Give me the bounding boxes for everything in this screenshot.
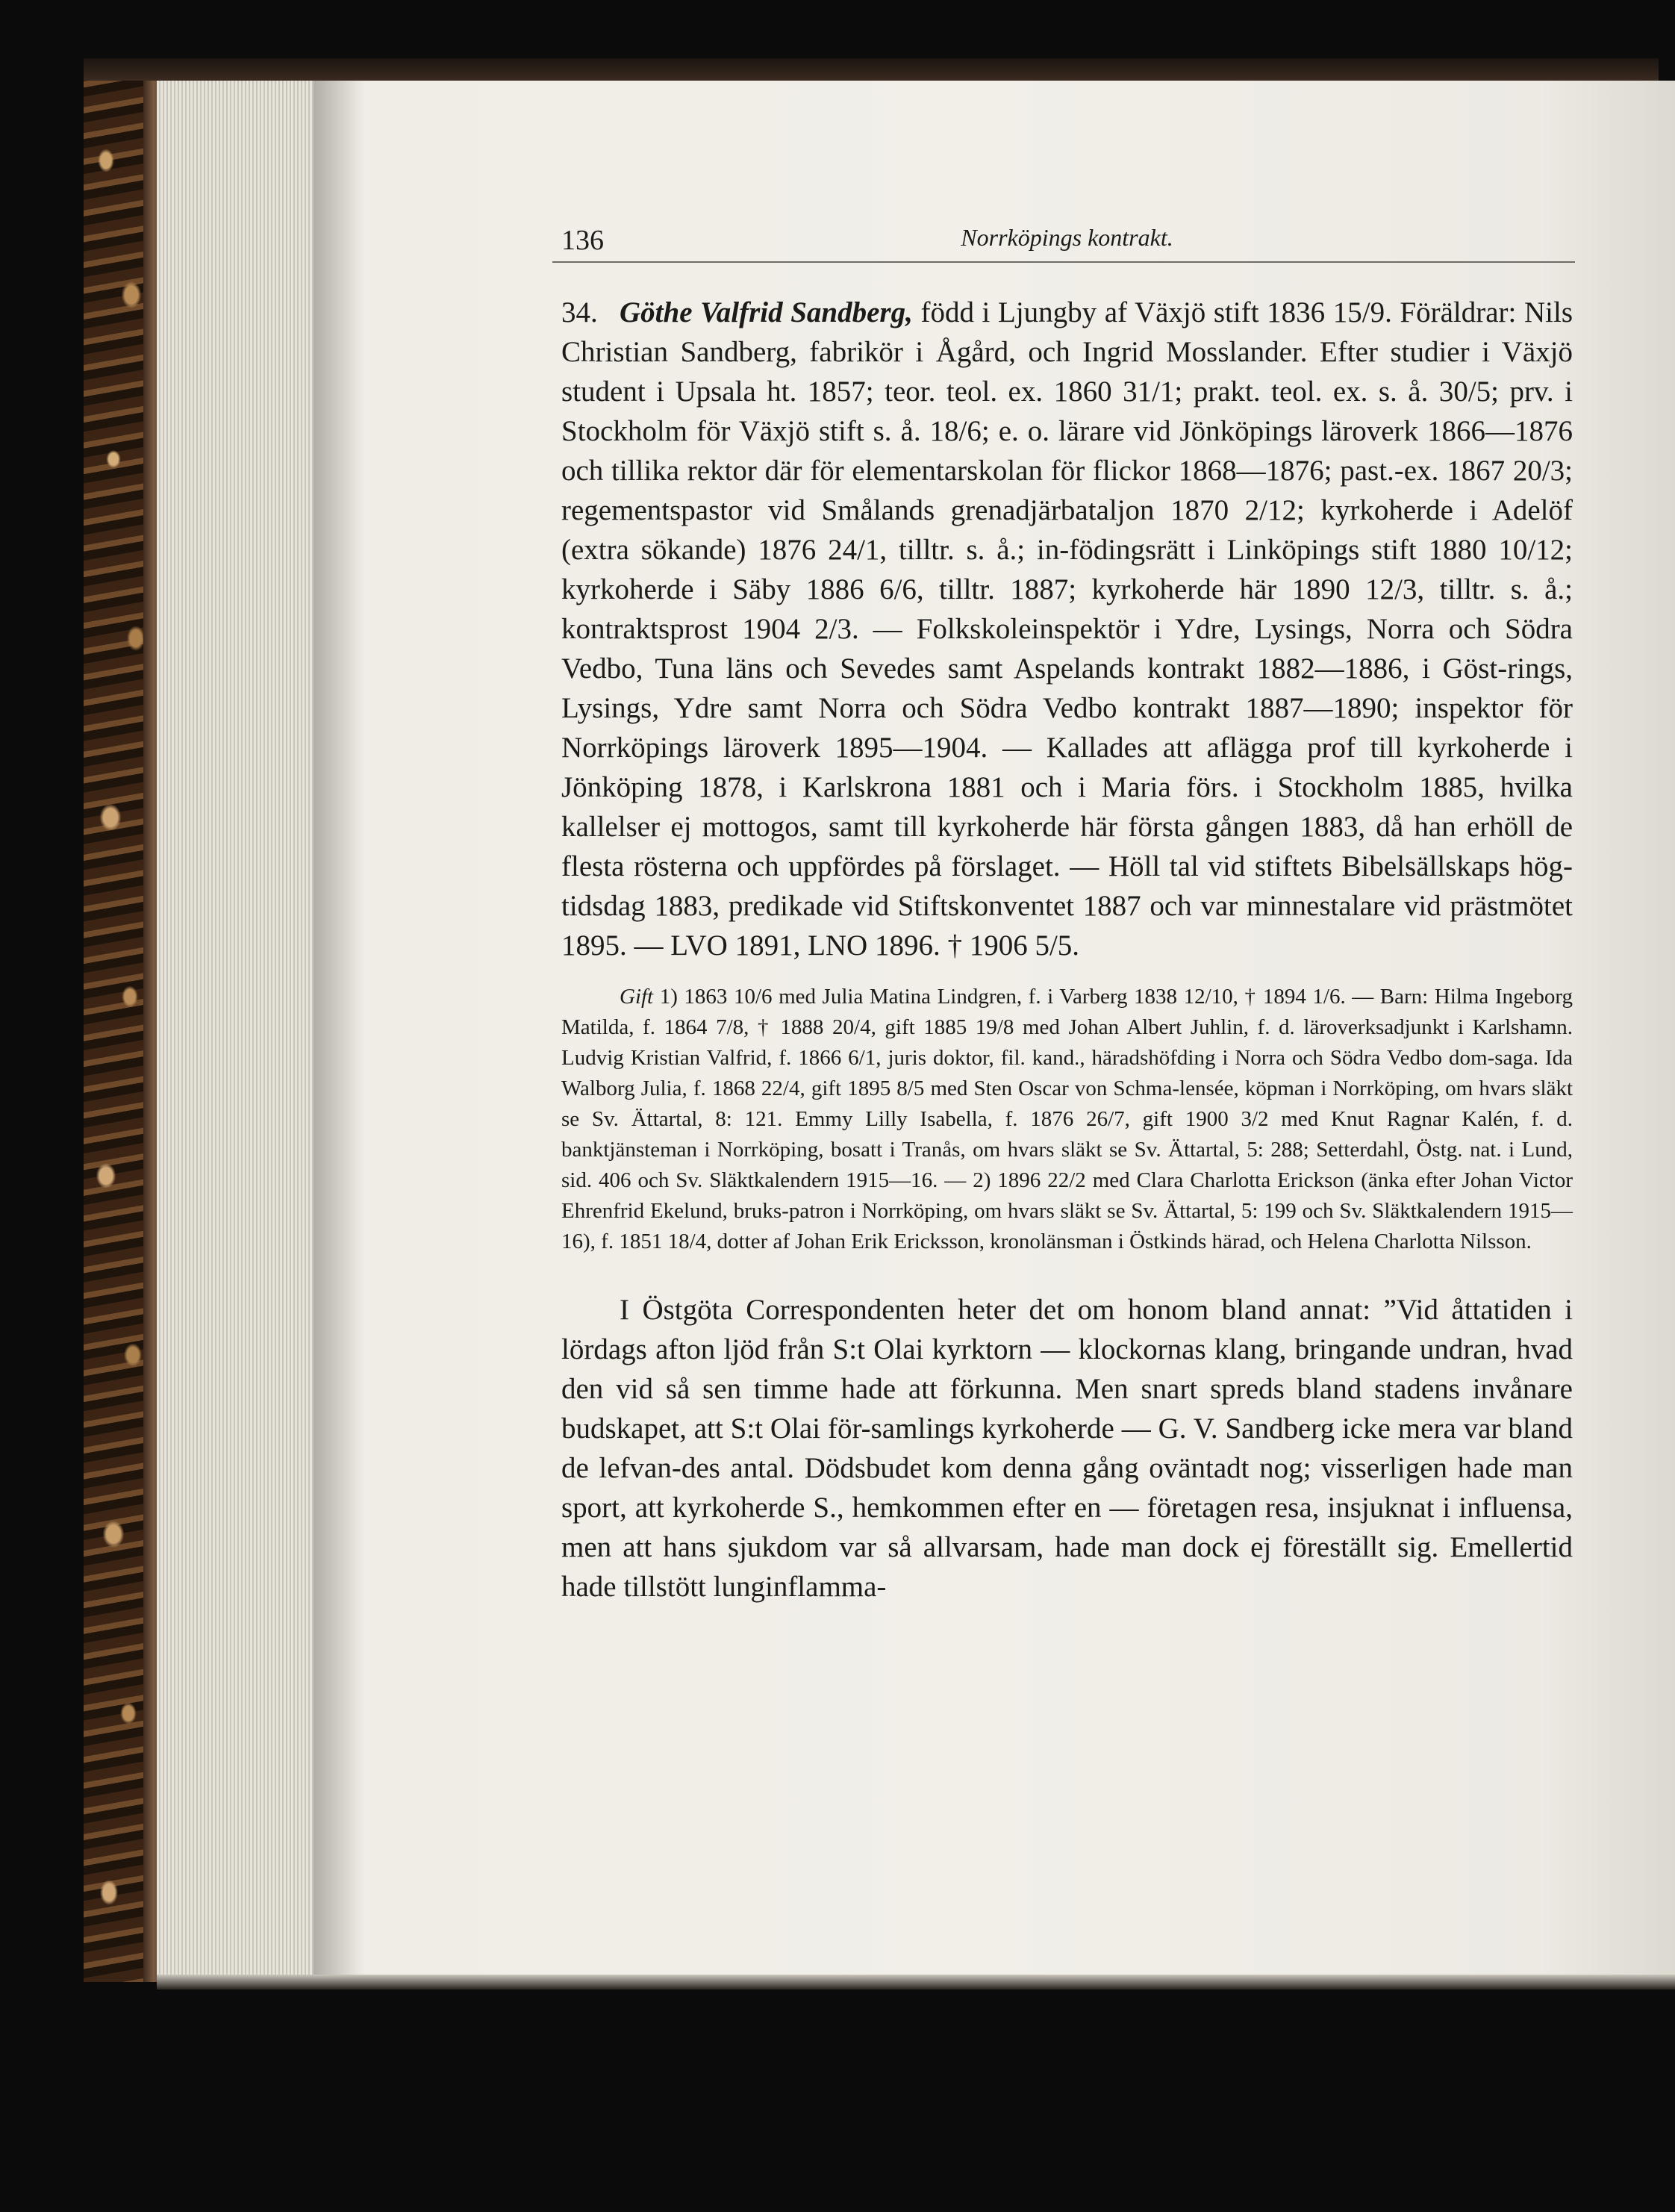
page-number: 136: [561, 225, 604, 256]
running-title: Norrköpings kontrakt.: [961, 224, 1173, 251]
family-label: Gift: [620, 985, 654, 1009]
entry-number: 34.: [561, 296, 598, 328]
running-head: [561, 224, 1573, 260]
biography-entry: [561, 293, 1573, 965]
gutter-shadow: [314, 81, 366, 1981]
family-text: 1) 1863 10/6 med Julia Matina Lindgren, f. i Varberg 1838 12/10, † 1894 1/6. — Barn: Hilma Ingeborg Matilda, f. 1864 7/8, † 1888 20/4, gift 1885 19/8 med Johan Albert Juhlin, f. d. läroverksadjunkt i Karlshamn. Ludvig Kristian Valfrid, f. 1866 6/1, juris doktor, fil. kand., häradshöfding i Norra och Södra Vedbo dom-saga. Ida Walborg Julia, f. 1868 22/4, gift 1895 8/5 med Sten Oscar von Schma-lensée, köpman i Norrköping, om hvars släkt se Sv. Ättartal, 8: 121. Emmy Lilly Isabella, f. 1876 26/7, gift 1900 3/2 med Knut Ragnar Kalén, f. d. banktjänsteman i Norrköping, bosatt i Tranås, om hvars släkt se Sv. Ättartal, 5: 288; Setterdahl, Östg. nat. i Lund, sid. 406 och Sv. Släktkalendern 1915—16. — 2) 1896 22/2 med Clara Charlotta Erickson (änka efter Johan Victor Ehrenfrid Ekelund, bruks-patron i Norrköping, om hvars släkt se Sv. Ättartal, 5: 199 och Sv. Släktkalendern 1915—16), f. 1851 18/4, dotter af Johan Erik Ericksson, kronolänsman i Östkinds härad, och Helena Charlotta Nilsson.: [561, 985, 1573, 1253]
page-stack-edges: [157, 81, 328, 1977]
family-paragraph: [561, 982, 1573, 1257]
book-bottom-edge: [157, 1975, 1675, 1990]
entry-name: Göthe Valfrid Sandberg,: [620, 296, 913, 328]
entry-body: född i Ljungby af Växjö stift 1836 15/9. Föräldrar: Nils Christian Sandberg, fabrikör i Ågård, och Ingrid Mosslander. Efter studier i Växjö student i Upsala ht. 1857; teor. teol. ex. 1860 31/1; prakt. teol. ex. s. å. 30/5; prv. i Stockholm för Växjö stift s. å. 18/6; e. o. lärare vid Jönköpings läroverk 1866—1876 och tillika rektor där för elementarskolan för flickor 1868—1876; past.-ex. 1867 20/3; regementspastor vid Smålands grenadjärbataljon 1870 2/12; kyrkoherde i Adelöf (extra sökande) 1876 24/1, tilltr. s. å.; in-födingsrätt i Linköpings stift 1880 10/12; kyrkoherde i Säby 1886 6/6, tilltr. 1887; kyrkoherde här 1890 12/3, tilltr. s. å.; kontraktsprost 1904 2/3. — Folkskoleinspektör i Ydre, Lysings, Norra och Södra Vedbo, Tuna läns och Sevedes samt Aspelands kontrakt 1882—1886, i Göst-rings, Lysings, Ydre samt Norra och Södra Vedbo kontrakt 1887—1890; inspektor för Norrköpings läroverk 1895—1904. — Kallades att aflägga prof till kyrkoherde i Jönköping 1878, i Karlskrona 1881 och i Maria förs. i Stockholm 1885, hvilka kallelser ej mottogos, samt till kyrkoherde här första gången 1883, då han erhöll de flesta rösterna och uppfördes på förslaget. — Höll tal vid stiftets Bibelsällskaps hög-tidsdag 1883, predikade vid Stiftskonventet 1887 och var minnestalare vid prästmötet 1895. — LVO 1891, LNO 1896. † 1906 5/5.: [561, 296, 1573, 962]
page-content: [561, 224, 1573, 1636]
marbled-book-cover: [84, 71, 152, 1982]
obituary-paragraph: I Östgöta Correspondenten heter det om honom bland annat: ”Vid åttatiden i lördags afton ljöd från S:t Olai kyrktorn — klockornas klang, bringande undran, hvad den vid så sen timme hade att förkunna. Men snart spreds bland stadens invånare budskapet, att S:t Olai för-samlings kyrkoherde — G. V. Sandberg icke mera var bland de lefvan-des antal. Dödsbudet kom denna gång oväntadt nog; visserligen hade man sport, att kyrkoherde S., hemkommen efter en — företagen resa, insjuknat i influensa, men att hans sjukdom var så allvarsam, hade man dock ej föreställt sig. Emellertid hade tillstött lunginflamma-: [561, 1294, 1573, 1603]
book-board-top-edge: [84, 58, 1659, 81]
